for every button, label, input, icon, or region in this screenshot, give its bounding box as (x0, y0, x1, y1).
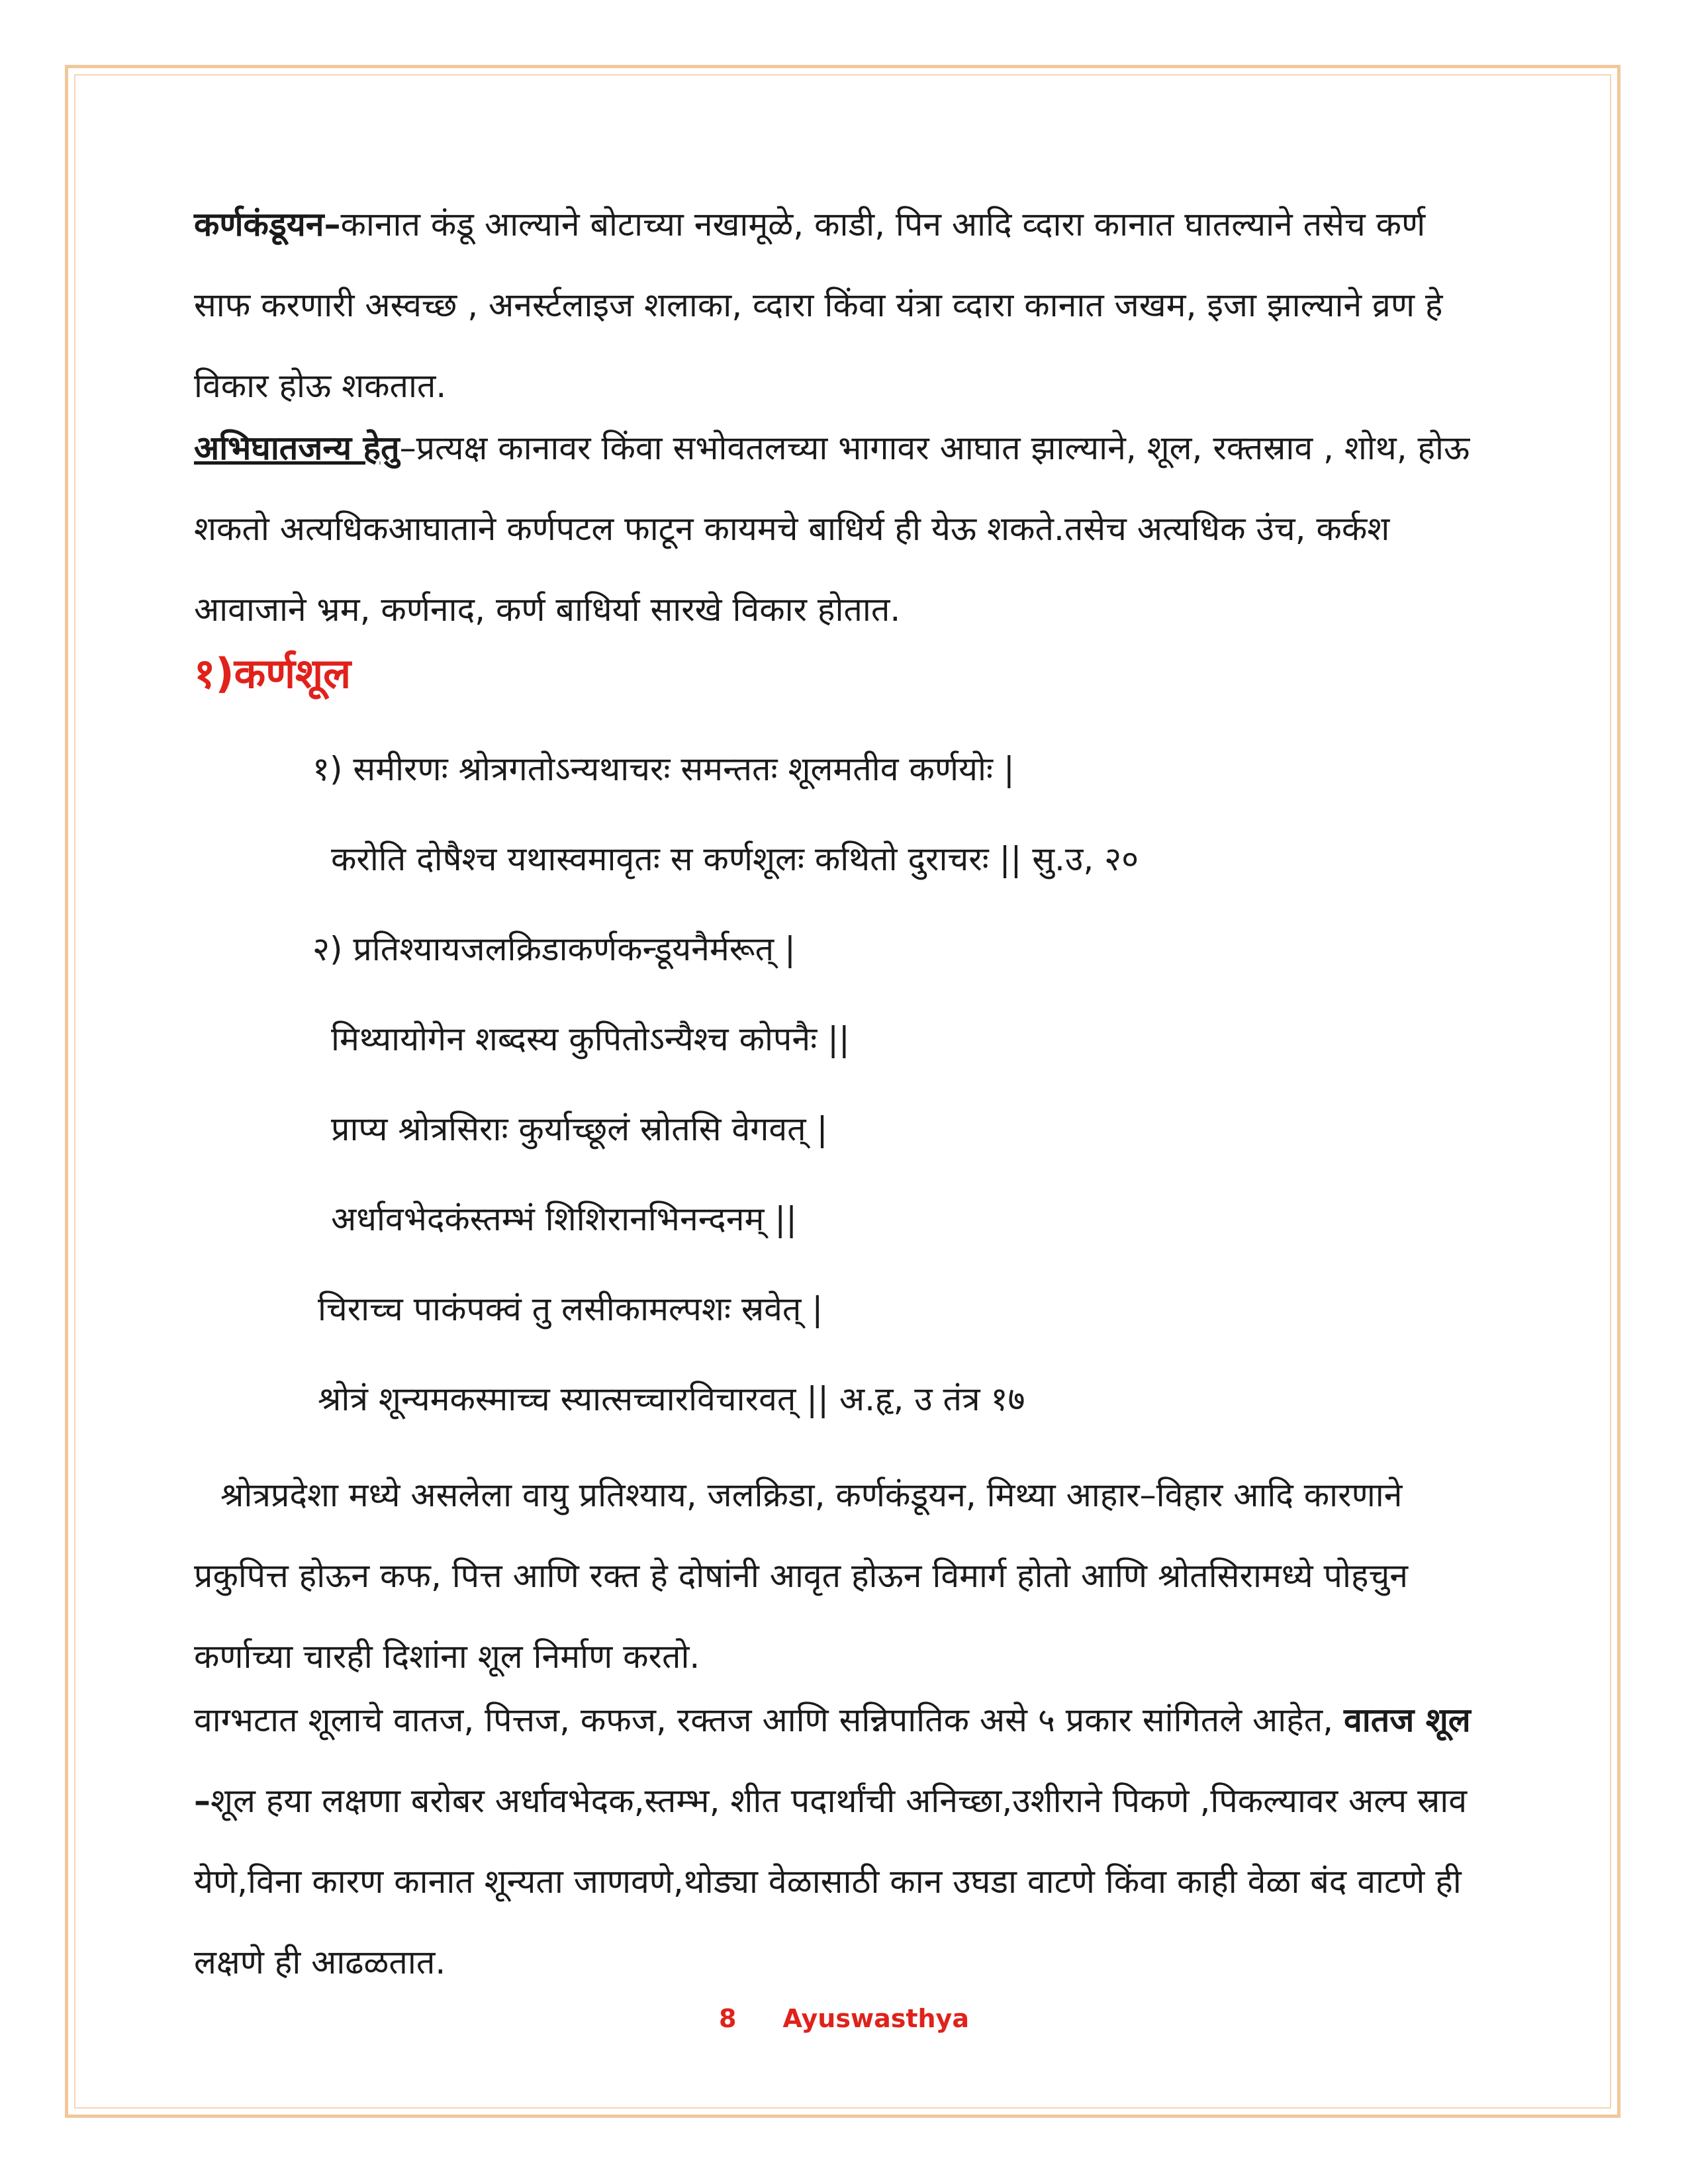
text-vagbhat-intro: वाग्भटात शूलाचे वातज, पित्तज, कफज, रक्तज आणि सन्निपातिक असे ५ प्रकार सांगितले आहेत, (194, 1701, 1334, 1739)
verse-line-4: मिथ्यायोगेन शब्दस्य कुपितोऽन्यैश्च कोपनैः || (331, 1020, 850, 1058)
verse-line-5: प्राप्य श्रोत्रसिराः कुर्याच्छूलं स्रोतसि वेगवत् | (331, 1110, 828, 1148)
verse-line-7: चिराच्च पाकंपक्वं तु लसीकामल्पशः स्रवेत् | (318, 1290, 823, 1328)
verse-line-8: श्रोत्रं शून्यमकस्माच्च स्यात्सच्चारविचारवत् || अ.हृ, उ तंत्र १७ (318, 1380, 1025, 1418)
paragraph-vagbhat (194, 1680, 1491, 2003)
lead-abhighatajanya: अभिघातजन्य हेतु (194, 429, 400, 467)
verse-line-3: २) प्रतिश्यायजलक्रिडाकर्णकन्डूयनैर्मरूत् | (312, 930, 796, 968)
paragraph-karnakanduyan (194, 184, 1491, 426)
lead-karnakanduyan: कर्णकंडूयन– (194, 205, 341, 244)
text-vataj-shool: शूल हया लक्षणा बरोबर अर्धावभेदक,स्तम्भ, शीत पदार्थांची अनिच्छा,उशीराने पिकणे ,पिकल्यावर अल्प स्राव येणे,विना कारण कानात शून्यता जाणवणे,थोड्या वेळासाठी कान उघडा वाटणे किंवा काही वेळा बंद वाटणे ही लक्षणे ही आढळतात. (194, 1782, 1468, 1981)
page-number: 8 (719, 2004, 737, 2033)
paragraph-abhighatajanya (194, 408, 1491, 650)
lead-vataj-shool: वातज शूल – (194, 1701, 1471, 1820)
footer-title: Ayuswasthya (782, 2004, 969, 2033)
text-abhighatajanya: –प्रत्यक्ष कानावर किंवा सभोवतलच्या भागावर आघात झाल्याने, शूल, रक्तस्राव , शोथ, होऊ शकतो अत्यधिकआघाताने कर्णपटल फाटून कायमचे बाधिर्य ही येऊ शकते.तसेच अत्यधिक उंच, कर्कश आवाजाने भ्रम, कर्णनाद, कर्ण बाधिर्या सारखे विकार होतात. (194, 429, 1470, 629)
verse-line-6: अर्धावभेदकंस्तम्भं शिशिरानभिनन्दनम् || (331, 1200, 797, 1238)
page-footer (0, 2004, 1688, 2033)
text-karnakanduyan: कानात कंडू आल्याने बोटाच्या नखामूळे, काडी, पिन आदि व्दारा कानात घातल्याने तसेच कर्ण साफ करणारी अस्वच्छ , अनर्स्टलाइज शलाका, व्दारा किंवा यंत्रा व्दारा कानात जखम, इजा झाल्याने व्रण हे विकार होऊ शकतात. (194, 205, 1443, 405)
verse-line-1: १) समीरणः श्रोत्रगतोऽन्यथाचरः समन्ततः शूलमतीव कर्णयोः | (312, 750, 1015, 788)
verse-line-2: करोति दोषैश्च यथास्वमावृतः स कर्णशूलः कथितो दुराचरः || सु.उ, २० (331, 840, 1139, 878)
paragraph-shrotrapradesh: श्रोत्रप्रदेशा मध्ये असलेला वायु प्रतिश्याय, जलक्रिडा, कर्णकंडूयन, मिथ्या आहार–विहार आदि कारणाने प्रकुपित्त होऊन कफ, पित्त आणि रक्त हे दोषांनी आवृत होऊन विमार्ग होतो आणि श्रोतसिरामध्ये पोहचुन कर्णाच्या चारही दिशांना शूल निर्माण करतो. (194, 1476, 1408, 1676)
section-heading-karnashool: १)कर्णशूल (194, 649, 352, 698)
